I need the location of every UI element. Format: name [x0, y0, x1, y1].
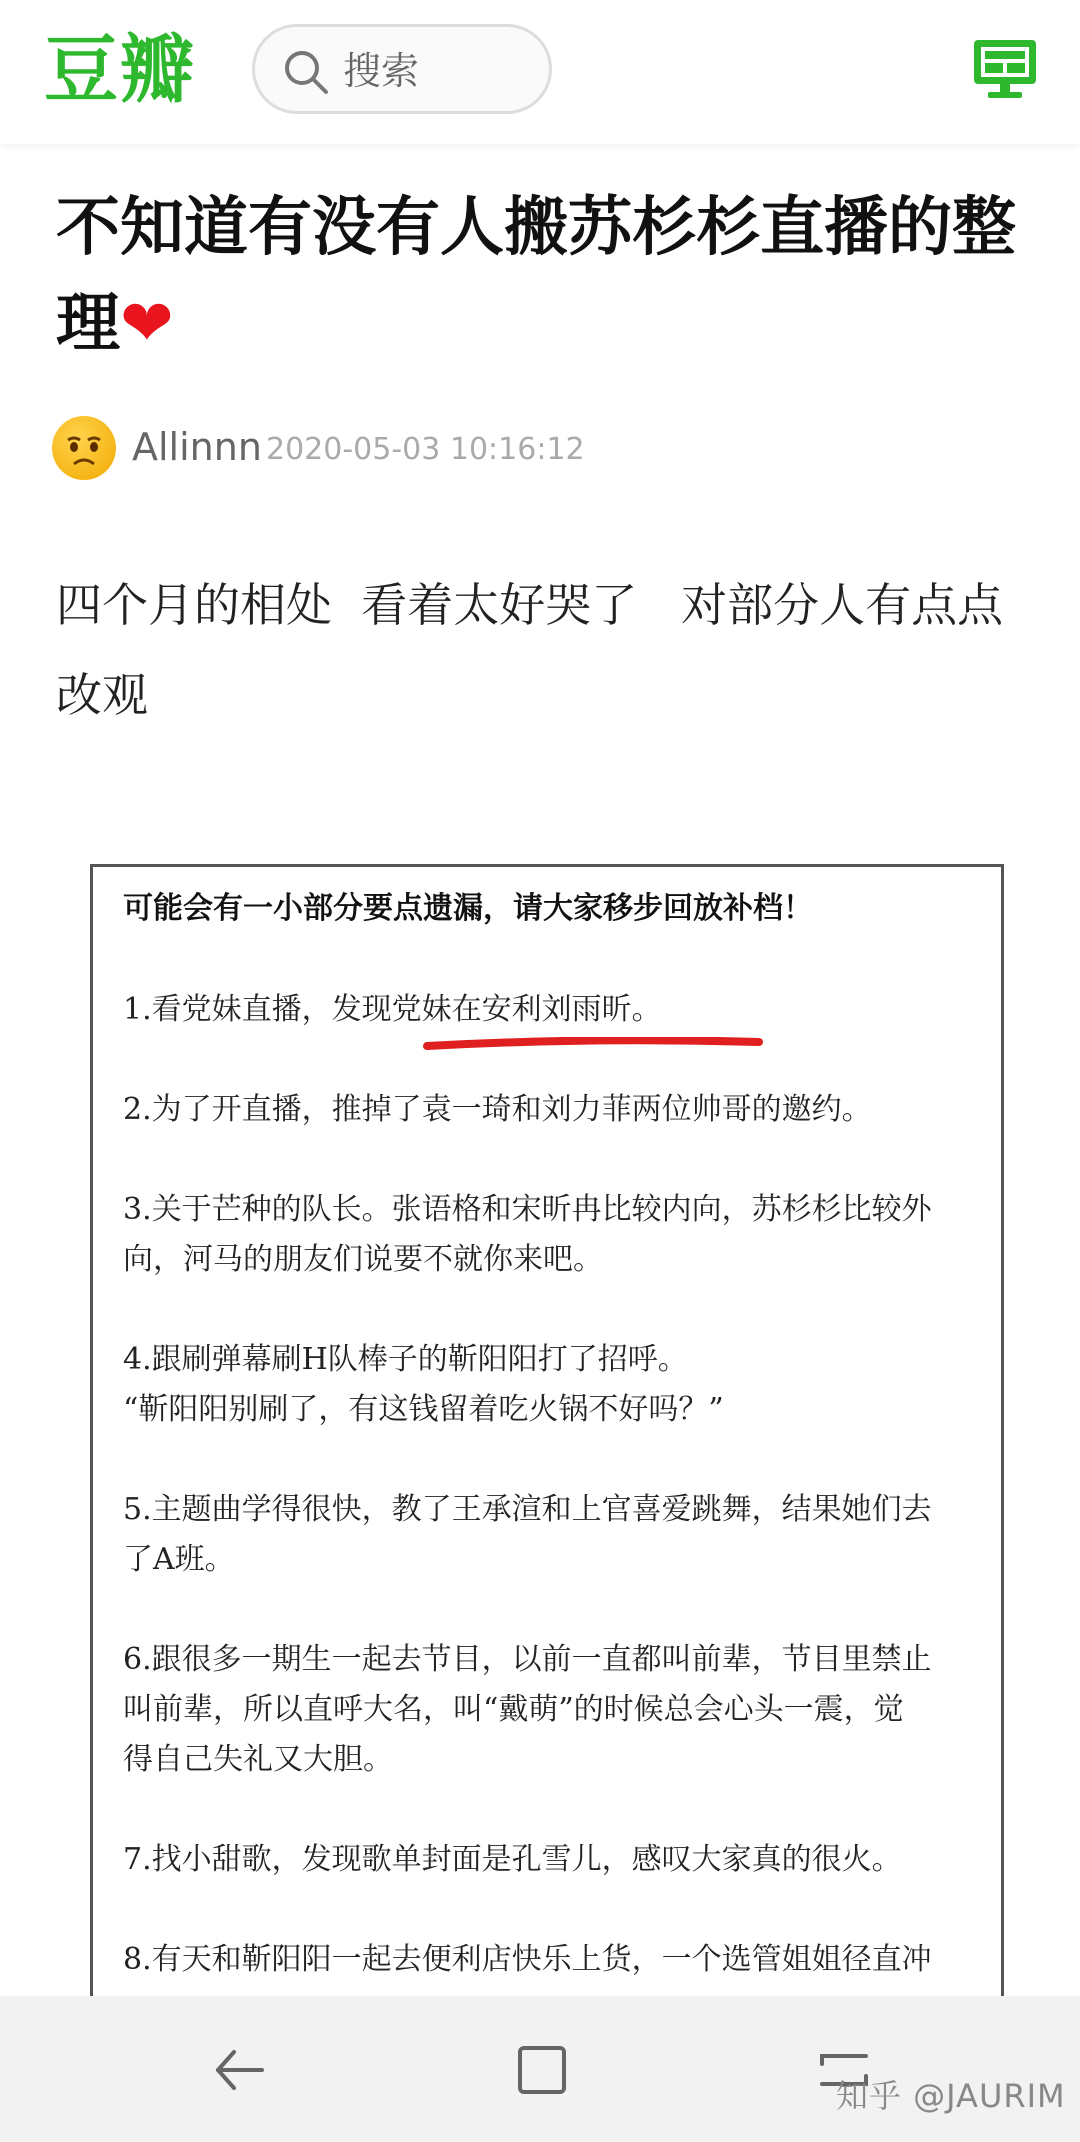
note-item-4: 4.跟刷弹幕刷H队棒子的靳阳阳打了招呼。 “靳阳阳别刷了，有这钱留着吃火锅不好吗？”	[123, 1342, 724, 1427]
post-title	[56, 180, 1036, 372]
post-title-text: 不知道有没有人搬苏杉杉直播的整理	[56, 191, 1016, 361]
note-item-1: 1.看党妹直播，发现党妹在安利刘雨昕。	[123, 992, 662, 1027]
back-arrow-icon[interactable]	[210, 2040, 270, 2100]
zhihu-watermark: 知乎 @JAURIM	[836, 2077, 1066, 2115]
search-placeholder: 搜索	[343, 49, 420, 93]
post-timestamp: 2020-05-03 10:16:12	[266, 432, 585, 467]
home-square-icon[interactable]	[512, 2040, 572, 2100]
note-item-7: 7.找小甜歌，发现歌单封面是孔雪儿，感叹大家真的很火。	[123, 1842, 902, 1877]
note-item-3: 3.关于芒种的队长。张语格和宋昕冉比较内向，苏杉杉比较外 向，河马的朋友们说要不就你来吧。	[123, 1192, 932, 1277]
heart-emoji: ❤	[120, 287, 174, 361]
note-item-2: 2.为了开直播，推掉了袁一琦和刘力菲两位帅哥的邀约。	[123, 1092, 872, 1127]
sad-face-icon	[52, 416, 116, 480]
search-box[interactable]	[252, 24, 552, 114]
author-avatar[interactable]	[52, 416, 116, 480]
desktop-version-icon[interactable]	[972, 38, 1038, 100]
author-name[interactable]: Allinnn	[132, 425, 262, 469]
note-item-8: 8.有天和靳阳阳一起去便利店快乐上货，一个选管姐姐径直冲	[123, 1942, 932, 1977]
note-item-6: 6.跟很多一期生一起去节目，以前一直都叫前辈，节目里禁止 叫前辈，所以直呼大名，叫“戴萌”的时候总会心头一震，觉 得自己失礼又大胆。	[123, 1642, 932, 1777]
post-body: 四个月的相处 看着太好哭了 对部分人有点点改观	[56, 578, 1004, 722]
douban-logo[interactable]: 豆瓣	[44, 27, 196, 113]
note-item-5: 5.主题曲学得很快，教了王承渲和上官喜爱跳舞，结果她们去 了A班。	[123, 1492, 932, 1577]
search-icon	[281, 47, 331, 97]
note-heading: 可能会有一小部分要点遗漏，请大家移步回放补档！	[123, 891, 813, 926]
red-underline-mark	[423, 1037, 763, 1051]
top-header	[0, 0, 1080, 144]
system-nav-bar	[0, 1996, 1080, 2142]
embedded-note-image[interactable]	[90, 864, 1004, 2014]
